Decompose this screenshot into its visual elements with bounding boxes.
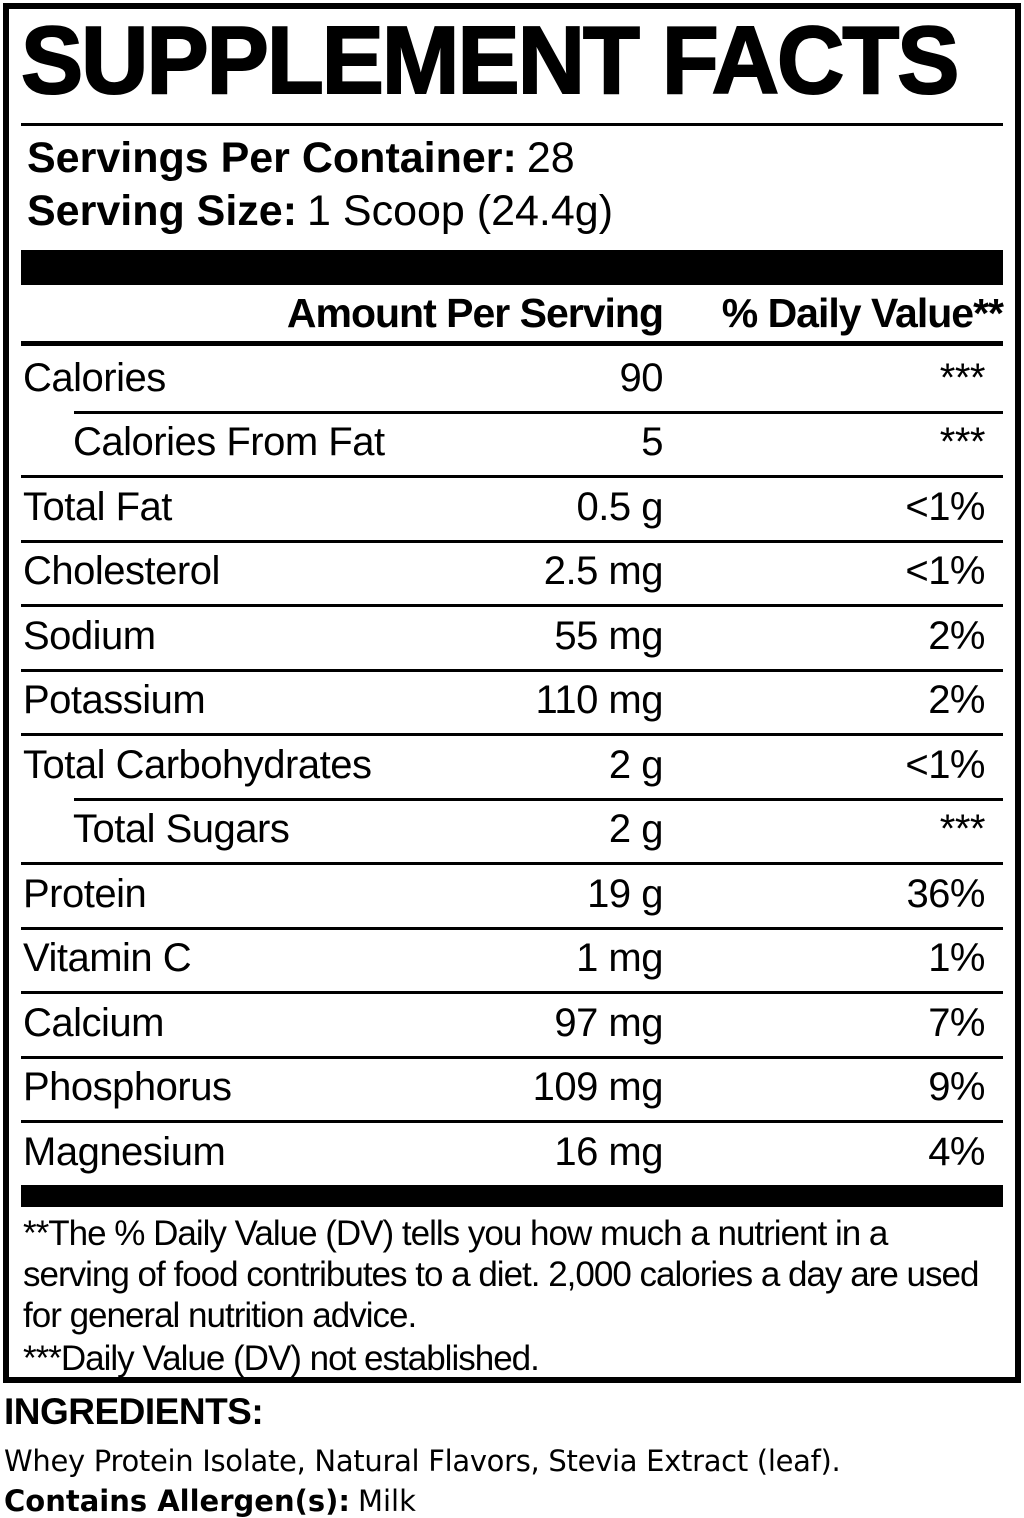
serving-size-value: 1 Scoop (24.4g) — [307, 187, 614, 235]
nutrient-dv: 2% — [928, 678, 985, 723]
servings-per-container-value: 28 — [526, 134, 575, 182]
nutrient-dv: 9% — [928, 1065, 985, 1110]
servings-per-container-line — [27, 132, 1003, 185]
panel-title: SUPPLEMENT FACTS — [21, 7, 958, 114]
header-daily-value: % Daily Value** — [721, 289, 1003, 336]
nutrient-label: Protein — [23, 871, 147, 916]
nutrient-amount: 2.5 mg — [543, 549, 663, 594]
allergen-value: Milk — [357, 1484, 416, 1518]
nutrient-dv: 7% — [928, 1000, 985, 1045]
table-row-sodium — [21, 604, 1003, 669]
nutrient-label: Total Sugars — [73, 807, 290, 852]
nutrient-amount: 16 mg — [554, 1129, 663, 1174]
nutrient-dv: 4% — [928, 1129, 985, 1174]
nutrient-label: Calories From Fat — [73, 420, 385, 465]
nutrient-amount: 110 mg — [535, 678, 663, 723]
nutrient-amount: 5 — [641, 420, 663, 465]
title-divider — [21, 123, 1003, 126]
nutrient-dv: *** — [939, 807, 985, 852]
allergen-line — [4, 1484, 1018, 1518]
nutrient-dv: *** — [939, 355, 985, 400]
table-row-vitamin-c — [21, 927, 1003, 992]
table-row-potassium — [21, 669, 1003, 734]
serving-info — [21, 132, 1003, 238]
nutrient-dv: 2% — [928, 613, 985, 658]
nutrient-amount: 0.5 g — [576, 484, 663, 529]
daily-value-footnote: **The % Daily Value (DV) tells you how much a nutrient in a serving of food contributes to a diet. 2,000 calories a day are used for general nutrition advice. — [23, 1213, 979, 1335]
table-row-magnesium — [21, 1120, 1003, 1185]
table-row-calories — [21, 346, 1003, 411]
nutrient-amount: 2 g — [608, 807, 663, 852]
nutrient-label: Potassium — [23, 678, 206, 723]
table-header-row — [21, 285, 1003, 341]
nutrient-label: Calcium — [23, 1000, 164, 1045]
nutrient-amount: 1 mg — [576, 936, 663, 981]
table-row-protein — [21, 862, 1003, 927]
nutrient-label: Total Carbohydrates — [23, 742, 372, 787]
nutrient-amount: 97 mg — [554, 1000, 663, 1045]
nutrient-label: Sodium — [23, 613, 156, 658]
nutrient-amount: 55 mg — [554, 613, 663, 658]
nutrient-table — [21, 346, 1003, 1185]
nutrient-dv: <1% — [905, 549, 985, 594]
nutrient-label: Total Fat — [23, 484, 172, 529]
not-established-footnote: ***Daily Value (DV) not established. — [23, 1338, 539, 1378]
nutrient-dv: *** — [939, 420, 985, 465]
allergen-label: Contains Allergen(s): — [4, 1484, 350, 1518]
nutrient-dv: 1% — [928, 936, 985, 981]
header-amount-per-serving: Amount Per Serving — [286, 289, 663, 336]
nutrient-amount: 19 g — [587, 871, 663, 916]
thick-divider-bar — [21, 250, 1003, 285]
table-row-total-carbohydrates — [21, 733, 1003, 798]
table-row-total-fat — [21, 475, 1003, 540]
nutrient-dv: 36% — [906, 871, 985, 916]
nutrient-amount: 109 mg — [532, 1065, 663, 1110]
table-row-calories-from-fat — [21, 411, 1003, 476]
ingredients-list: Whey Protein Isolate, Natural Flavors, Stevia Extract (leaf). — [4, 1444, 841, 1478]
footnotes — [21, 1213, 1003, 1379]
nutrient-label: Phosphorus — [23, 1065, 232, 1110]
nutrient-label: Cholesterol — [23, 549, 220, 594]
ingredients-heading: INGREDIENTS: — [4, 1391, 264, 1432]
nutrient-label: Vitamin C — [23, 936, 192, 981]
table-row-total-sugars — [21, 798, 1003, 863]
nutrient-label: Calories — [23, 355, 166, 400]
nutrient-dv: <1% — [905, 484, 985, 529]
nutrient-amount: 90 — [619, 355, 663, 400]
serving-size-line — [27, 185, 1003, 238]
table-row-phosphorus — [21, 1056, 1003, 1121]
nutrient-label: Magnesium — [23, 1129, 226, 1174]
table-row-cholesterol — [21, 540, 1003, 605]
serving-size-label: Serving Size: — [27, 187, 298, 235]
nutrient-dv: <1% — [905, 742, 985, 787]
ingredients-section — [4, 1390, 1018, 1518]
table-row-calcium — [21, 991, 1003, 1056]
nutrient-amount: 2 g — [608, 742, 663, 787]
servings-per-container-label: Servings Per Container: — [27, 134, 517, 182]
supplement-facts-panel — [3, 3, 1021, 1383]
bottom-divider-bar — [21, 1185, 1003, 1207]
